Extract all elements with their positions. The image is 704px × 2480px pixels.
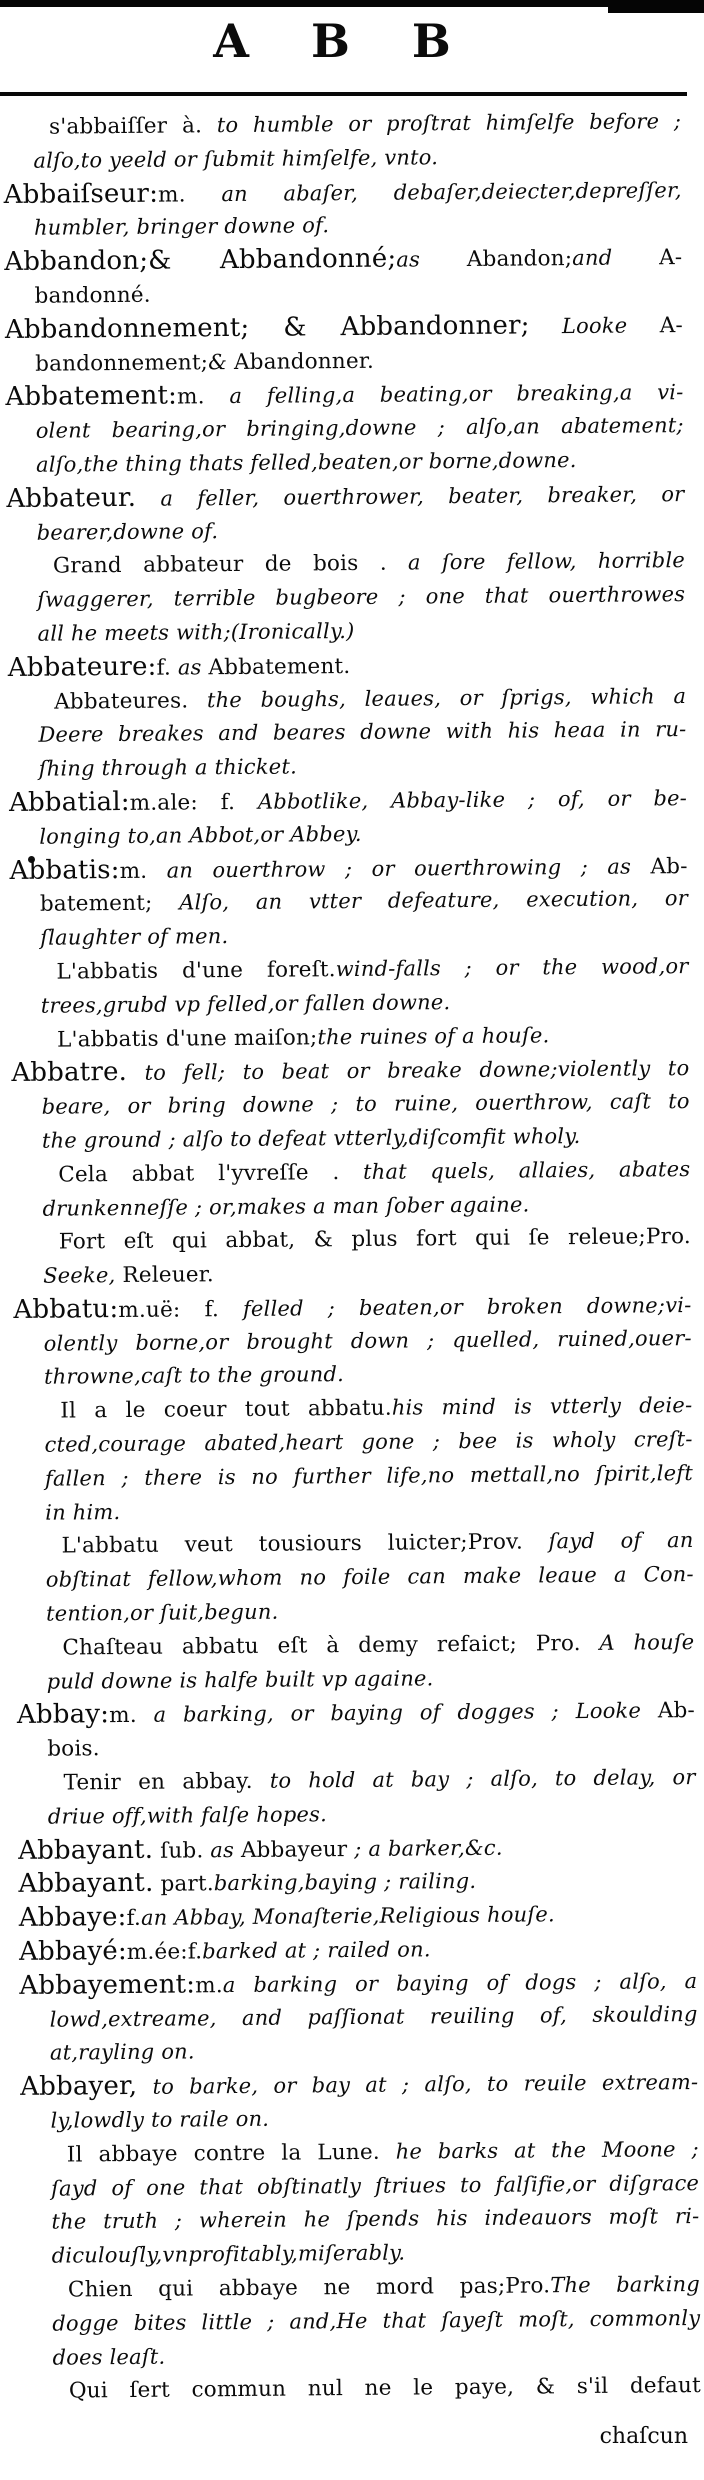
italic-gloss: Deere breakes and beares downe with his heaa in ru- [38,717,687,748]
text-line [5,308,683,348]
italic-gloss: ; a barker,&c. [347,1835,503,1861]
roman-text: m.ée:f. [126,1939,203,1966]
italic-gloss: to humble or proſtrat himſelfe before ; [201,109,682,138]
italic-gloss: as [203,1837,241,1862]
text-line [13,1220,691,1260]
text-line [10,882,688,922]
roman-text: Il abbaye contre la Lune. [66,2139,380,2168]
text-line [22,2302,700,2342]
roman-text: Fort eſt qui abbat, & plus fort qui ſe releue;Pro. [58,1224,691,1255]
roman-text: L'abbatu veut tousiours luicter;Prov. [61,1529,524,1560]
italic-gloss: Alſo, an vtter defeature, execution, or [152,886,688,916]
text-line [7,578,685,618]
italic-gloss: driue off,with falſe hopes. [47,1802,328,1829]
roman-text: Chien qui abbaye ne mord pas;Pro. [67,2273,551,2303]
text-line [4,240,682,280]
roman-text: Cela abbat l'yvreſſe . [58,1159,340,1188]
text-line [3,105,681,145]
italic-gloss: the boughs, leaues, or ſprigs, which a [188,683,687,712]
headword: Abbatis: [9,854,120,886]
text-line [20,2065,698,2105]
roman-text: f. [156,655,172,681]
italic-gloss: drunkenneſſe ; or,makes a man ſober againe. [42,1191,530,1221]
italic-gloss: Looke [529,313,660,339]
headword: Abbateur. [6,482,137,514]
italic-gloss: his mind is vtterly deie- [391,1393,693,1420]
roman-text: A- [659,312,684,339]
roman-text: bandonnement; [35,349,209,377]
italic-gloss: an ouerthrow ; or ouerthrowing ; as [147,853,651,883]
headword: Abbatial: [8,786,130,818]
italic-gloss: as [396,247,467,272]
italic-gloss: olently borne,or brought down ; quelled, ruined,ouer- [43,1325,692,1356]
header-rule [0,92,687,96]
roman-text: m. [157,182,186,208]
roman-text: L'abbatis d'une maiſon; [56,1024,318,1053]
italic-gloss: ſayd of one that obſtinatly ſtriues to falſifie,or diſgrace [51,2170,700,2201]
italic-gloss: Abbotlike, Abbay-like ; of, or be- [235,785,688,814]
italic-gloss: the ruines of a houſe. [317,1022,550,1049]
italic-gloss: a barking or baying of dogs ; alſo, a [222,1968,698,1997]
italic-gloss: puld downe is halfe built vp againe. [46,1665,434,1694]
text-line [15,1457,693,1497]
roman-text: Tenir en abbay. [63,1768,253,1796]
italic-gloss: barking,baying ; railing. [213,1869,477,1896]
italic-gloss: to fell; to beat or breake downe;violently to [126,1056,690,1086]
italic-gloss: ſwaggerer, terrible bugbeore ; one that ouerthrowes [37,582,686,612]
italic-gloss: all he meets with;(Ironically.) [37,618,355,646]
roman-text: Ab- [650,853,688,879]
italic-gloss: lowd,extreame, and paſſionat reuiling of, skoulding [49,2001,698,2032]
running-head: A B B [213,14,459,68]
italic-gloss: obſtinat fellow,whom no foile can make leaue a Con- [45,1562,694,1592]
italic-gloss: does leaſt. [52,2344,166,2370]
italic-gloss: A houſe [580,1629,695,1655]
headword: Abbatre. [11,1057,128,1089]
roman-text: m.ale: f. [129,789,236,816]
headword: Abbandon;& Abbandonné; [4,243,397,278]
roman-text: bois. [47,1736,100,1762]
italic-gloss: the ground ; alſo to defeat vtterly,diſcomfit wholy. [41,1123,581,1153]
headword: Abbaye: [18,1902,127,1934]
italic-gloss: dogge bites little ; and,He that ſayeſt moſt, commonly [52,2305,701,2336]
italic-gloss: to hold at bay ; alſo, to delay, or [252,1765,696,1793]
italic-gloss: fallen ; there is no further life,no mettall,no ſpirit,left [44,1460,694,1491]
text-line [17,1761,695,1801]
italic-gloss: bearer,downe of. [36,518,219,545]
italic-gloss: trees,grubd vp felled,or fallen downe. [40,989,451,1018]
italic-gloss: barked at ; railed on. [202,1937,431,1964]
roman-text: Il a le coeur tout abbatu. [60,1395,392,1424]
catchword: chaſcun [599,2424,688,2449]
italic-gloss: that quels, allaies, abates [339,1156,691,1184]
text-line [10,950,688,990]
italic-gloss: in him. [45,1499,121,1525]
italic-gloss: alſo,to yeeld or ſubmit himſelfe, vnto. [33,145,439,173]
roman-text: Abandon; [466,246,573,273]
headword: Abbandonnement; & Abbandonner; [4,310,530,345]
italic-gloss: throwne,caſt to the ground. [43,1362,345,1390]
text-line [14,1322,692,1362]
text-block [3,105,701,2409]
headword: Abbayant. [18,1868,154,1900]
roman-text: Abbayeur [240,1836,348,1863]
roman-text: Abandonner. [233,348,375,375]
roman-text: Qui ſert commun nul ne le paye, & s'il defaut [68,2373,701,2404]
headword: Abbayé: [18,1936,127,1967]
italic-gloss: and [572,245,660,271]
headword: Abbayer, [20,2071,138,2103]
italic-gloss: at,rayling on. [49,2039,195,2066]
roman-text: Grand abbateur de bois . [52,551,387,579]
roman-text: m.uë: f. [118,1297,220,1323]
text-line [16,1626,694,1666]
roman-text: batement; [39,891,153,918]
text-line [14,1423,692,1463]
roman-text: Abbateures. [54,687,189,715]
roman-text: bandonné. [34,282,151,309]
roman-text: Chaſteau abbatu eſt à demy refaict; Pro. [62,1630,581,1661]
italic-gloss: the truth ; wherein he ſpends his indeauors moſt ri- [51,2204,700,2235]
roman-text: Abbatement. [208,653,351,680]
italic-gloss: diculouſly,vnprofitably,miſerably. [51,2240,406,2268]
text-line [8,713,686,753]
text-line [21,2133,699,2173]
italic-gloss: Seeke, [43,1263,116,1288]
text-line [16,1558,694,1598]
italic-gloss: a feller, ouerthrower, beater, breaker, or [136,481,685,511]
italic-gloss: ly,lowdly to raile on. [50,2106,270,2133]
headword: Abbayant. [18,1834,154,1866]
text-line [17,1693,695,1733]
italic-gloss: a felling,a beating,or breaking,a vi- [204,380,684,409]
italic-gloss: The barking [550,2272,701,2298]
headword: Abbayement: [19,1969,196,2001]
text-line [12,1153,690,1193]
roman-text: m. [119,858,148,884]
text-line [12,1085,690,1125]
italic-gloss: an Abbay, Monaſterie,Religious houſe. [140,1902,555,1931]
roman-text: m. [109,1703,137,1729]
italic-gloss: an abaſer, debaſer,deiecter,depreſſer, [185,177,682,207]
italic-gloss: alſo,the thing thats felled,beaten,or borne,downe. [35,447,577,477]
roman-text: Releuer. [115,1262,215,1289]
italic-gloss: felled ; beaten,or broken downe;vi- [218,1292,692,1322]
roman-text: f. [126,1906,142,1932]
text-line [22,2268,700,2308]
headword: Abbay: [16,1699,110,1731]
italic-gloss: a ſore fellow, horrible [386,548,686,576]
italic-gloss: as [170,654,209,680]
text-line [20,1998,698,2038]
roman-text: A- [658,245,683,271]
italic-gloss: olent bearing,or bringing,downe ; alſo,an abatement; [35,413,684,443]
roman-text: s'abbaiſſer à. [49,113,203,140]
italic-gloss: he barks at the Moone ; [379,2136,699,2164]
italic-gloss: wind-falls ; or the wood,or [335,953,689,982]
roman-text: part. [153,1871,214,1898]
text-line [6,477,684,517]
italic-gloss: & [208,349,235,374]
italic-gloss: longing to,an Abbot,or Abbey. [39,821,362,849]
roman-text: m. [195,1972,223,1999]
italic-gloss: ſhing through a thicket. [38,754,298,781]
text-line [9,781,687,821]
scan-top-bar [0,0,704,7]
headword: Abbatement: [5,380,178,413]
text-line [21,2200,699,2240]
italic-gloss: humbler, bringer downe of. [33,213,330,241]
italic-gloss: to barke, or bay at ; alſo, to reuile extream- [137,2070,699,2100]
roman-text: m. [176,384,205,410]
text-line [19,1964,697,2004]
italic-gloss: ſayd of an [522,1528,694,1554]
italic-gloss: beare, or bring downe ; to ruine, ouerthrow, caſt to [41,1089,690,1119]
italic-gloss: a barking, or baying of dogges ; Looke [136,1698,658,1728]
roman-text: L'abbatis d'une foreſt. [56,957,336,985]
headword: Abbateure: [7,651,157,683]
headword: Abbatu: [13,1293,119,1325]
text-line [4,173,682,213]
roman-text: Ab- [657,1698,696,1724]
headword: Abbaiſseur: [3,178,159,210]
italic-gloss: ſlaughter of men. [40,924,229,950]
text-line [13,1288,691,1328]
roman-text: ſub. [153,1837,204,1864]
text-line [23,2369,701,2409]
italic-gloss: tention,or ſuit,begun. [45,1599,279,1626]
text-line [6,409,684,449]
italic-gloss: cted,courage abated,heart gone ; bee is wholy creſt- [44,1427,693,1457]
scan-top-bar-right [608,0,704,13]
